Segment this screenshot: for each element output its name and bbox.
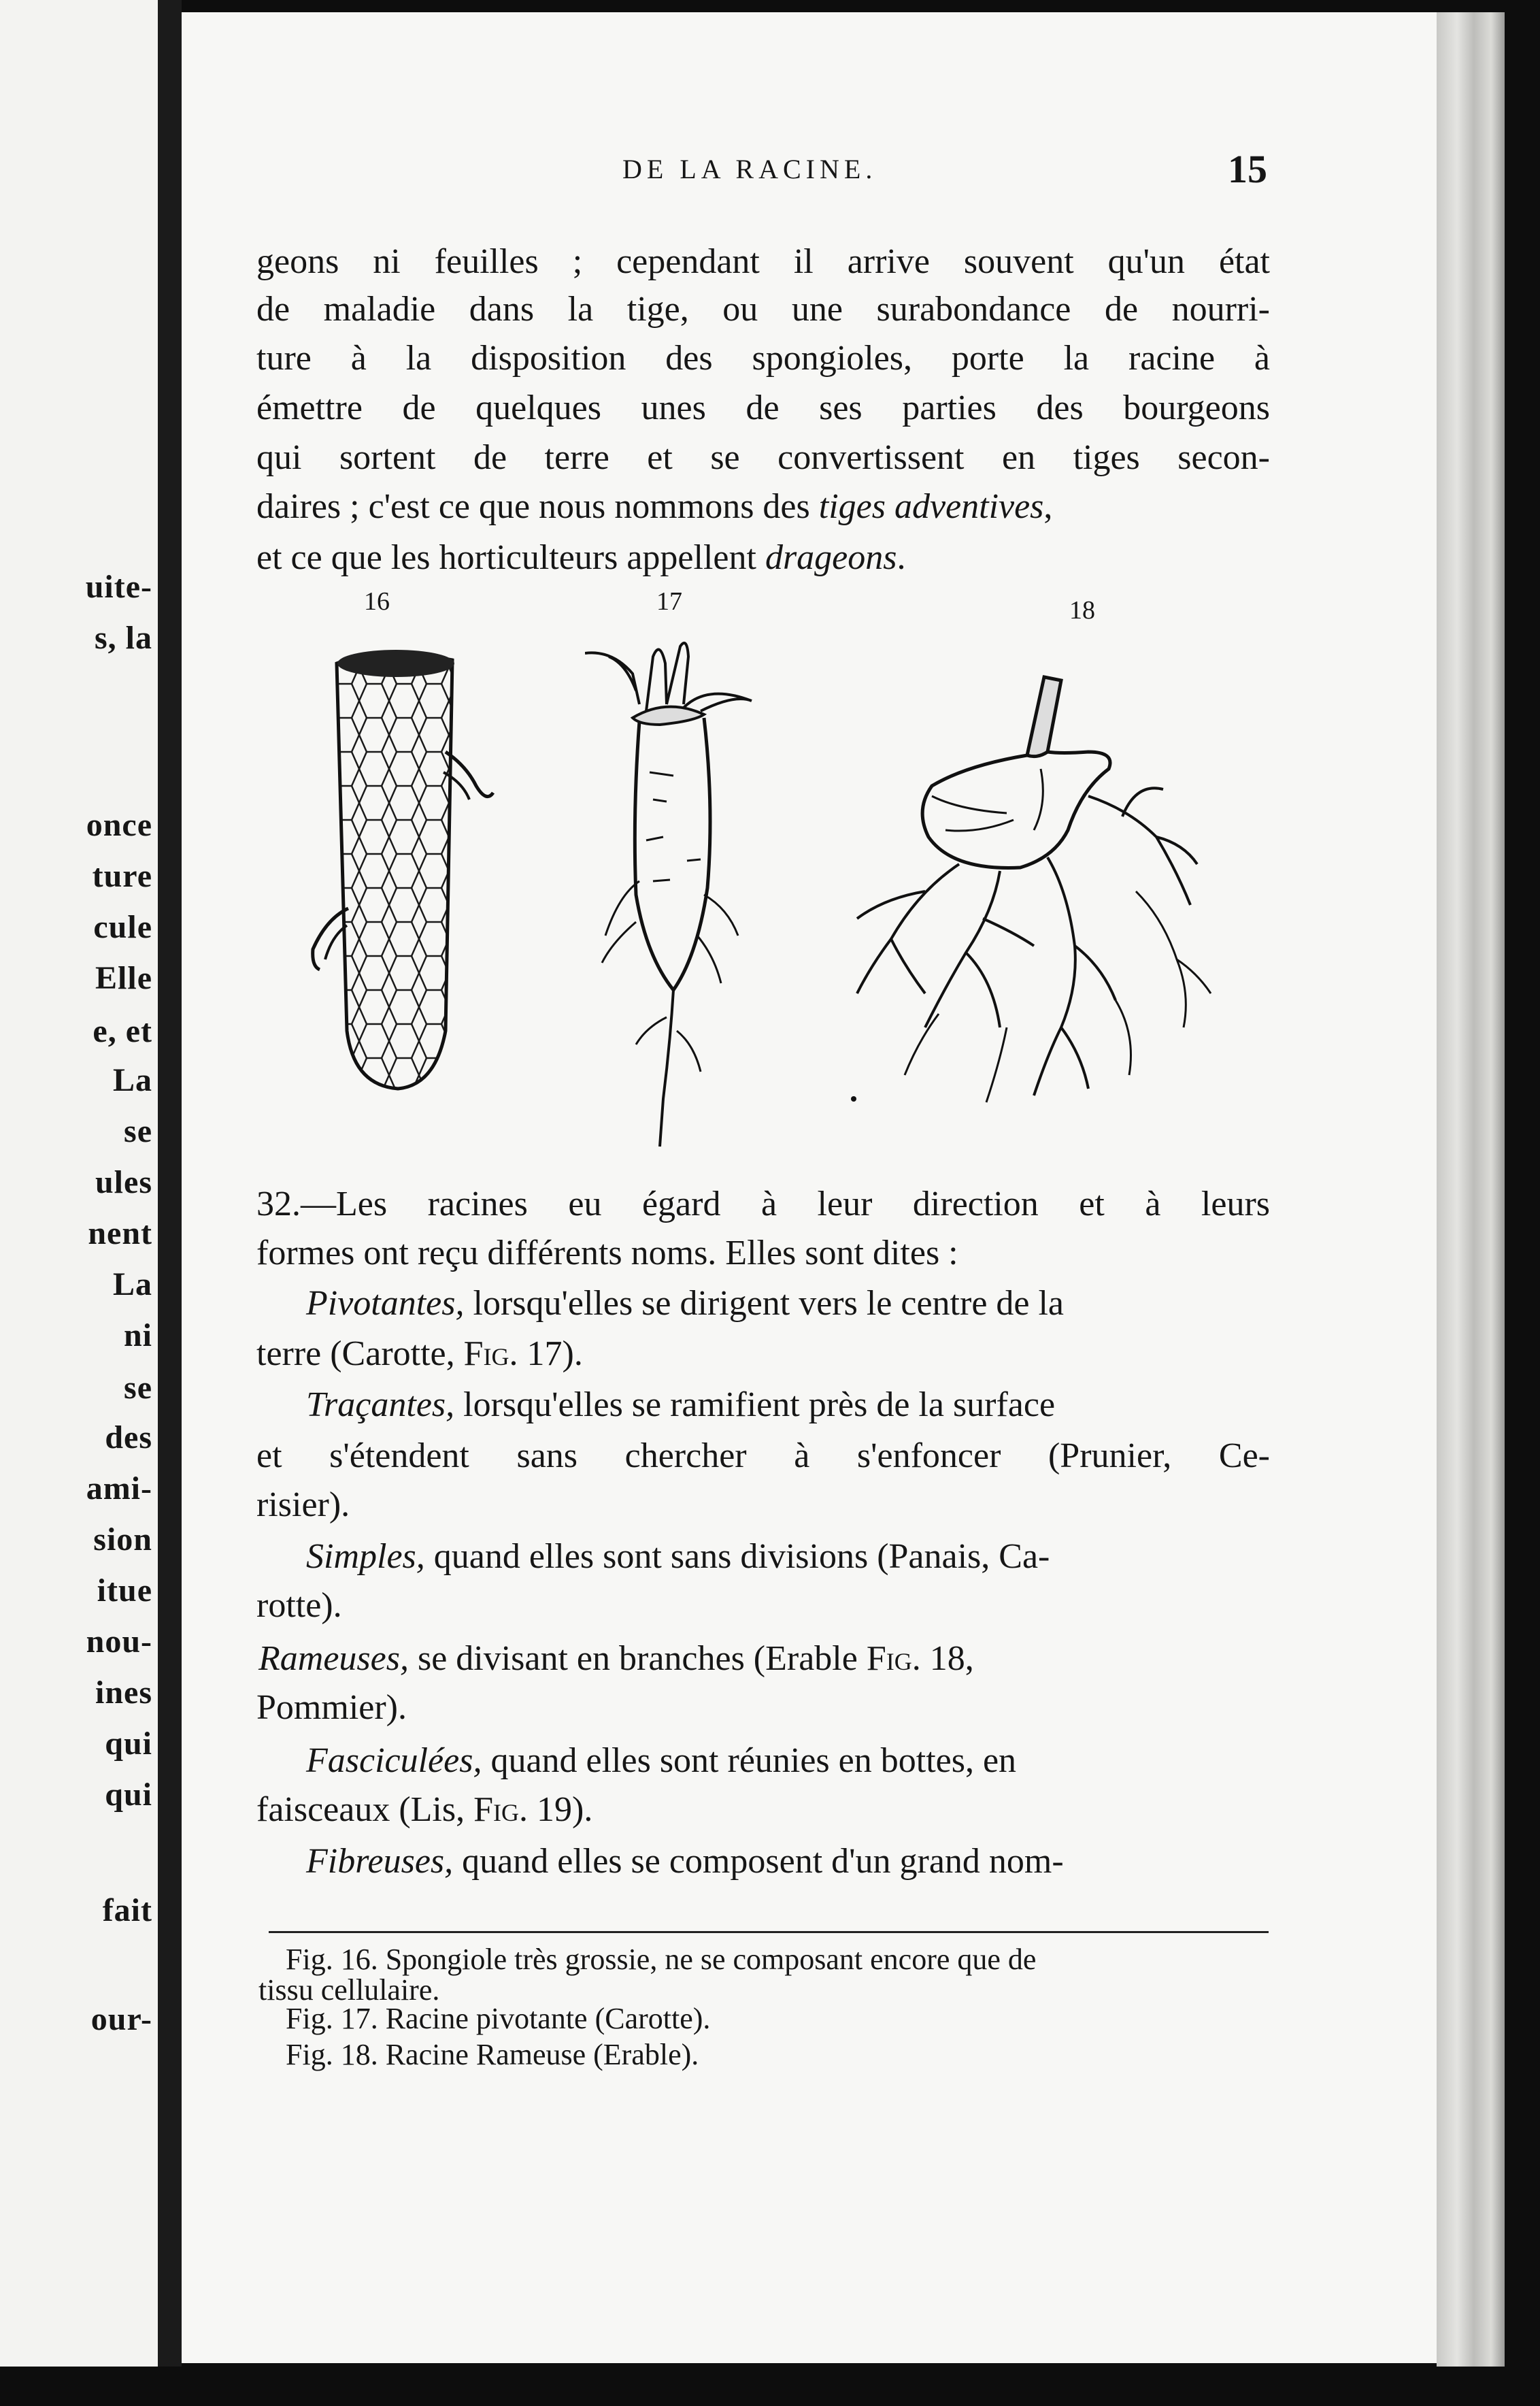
facing-page-line: Elle [95,960,152,996]
text-line: Simples, quand elles sont sans divisions (Panais, Ca- [306,1537,1050,1576]
facing-page-line: nou- [86,1624,152,1660]
page-number: 15 [1228,147,1267,191]
facing-page-line: nent [88,1215,152,1251]
facing-page-line: La [112,1266,152,1302]
facing-page-line: ami- [86,1470,152,1506]
facing-page-line: fait [102,1892,152,1928]
text-line: formes ont reçu différents noms. Elles sont dites : [256,1234,958,1272]
facing-page-line: qui [105,1726,152,1762]
facing-page-line: uite- [85,569,152,605]
facing-page-line: qui [105,1777,152,1813]
footnote-rule [269,1931,1269,1933]
text-line: qui sortent de terre et se convertissent en tiges secon- [256,438,1270,477]
facing-page-line: s, la [94,620,152,656]
spongiole-illustration [299,650,503,1106]
facing-page-line: se [124,1370,152,1406]
figure-number-16: 16 [364,587,390,616]
text-line: rotte). [256,1586,342,1625]
facing-page-fragment [0,0,158,2367]
figure-number-18: 18 [1069,596,1095,625]
caption-fig-16: Fig. 16. Spongiole très grossie, ne se composant encore que de [286,1943,1037,1976]
text-line: geons ni feuilles ; cependant il arrive souvent qu'un état [256,242,1270,281]
text-line: faisceaux (Lis, Fig. 19). [256,1790,593,1829]
carrot-root-illustration [585,636,762,1153]
text-line: terre (Carotte, Fig. 17). [256,1334,583,1373]
text-line: risier). [256,1485,350,1524]
text-line: et ce que les horticulteurs appellent drageons. [256,538,906,577]
text-line: Rameuses, se divisant en branches (Erable Fig. 18, [258,1639,974,1678]
text-line: Pommier). [256,1688,407,1727]
figure-number-17: 17 [656,587,682,616]
book-gutter [158,0,182,2367]
facing-page-line: se [124,1113,152,1149]
caption-fig-18: Fig. 18. Racine Rameuse (Erable). [286,2038,699,2071]
facing-page-line: ture [92,858,152,894]
facing-page-line: cule [93,909,152,945]
text-line: et s'étendent sans chercher à s'enfoncer (Prunier, Ce- [256,1436,1270,1475]
caption-fig-16-cont: tissu cellulaire. [258,1973,440,2007]
facing-page-line: sion [93,1521,152,1558]
text-line: émettre de quelques unes de ses parties des bourgeons [256,389,1270,427]
facing-page-line: des [105,1419,152,1455]
facing-page-line: e, et [93,1013,152,1049]
facing-page-line: once [86,807,152,843]
text-line: Traçantes, lorsqu'elles se ramifient près de la surface [306,1385,1056,1424]
branching-root-illustration [843,674,1224,1136]
text-line: ture à la disposition des spongioles, porte la racine à [256,339,1270,378]
running-header: DE LA RACINE. [622,154,877,184]
text-line: Pivotantes, lorsqu'elles se dirigent vers le centre de la [306,1284,1065,1323]
text-line: Fasciculées, quand elles sont réunies en bottes, en [306,1741,1017,1780]
facing-page-line: ules [95,1164,152,1200]
facing-page-line: ni [123,1317,152,1353]
facing-page-line: La [112,1062,152,1098]
page-edge-stack [1437,12,1505,2367]
text-line: 32.—Les racines eu égard à leur direction et à leurs [256,1185,1270,1223]
caption-fig-17: Fig. 17. Racine pivotante (Carotte). [286,2002,711,2035]
text-line: de maladie dans la tige, ou une surabondance de nourri- [256,290,1270,329]
facing-page-line: ines [95,1675,152,1711]
facing-page-line: our- [90,2001,152,2037]
text-line: Fibreuses, quand elles se composent d'un grand nom- [306,1842,1064,1881]
text-line: daires ; c'est ce que nous nommons des tiges adventives, [256,487,1053,526]
facing-page-line: itue [97,1572,152,1609]
